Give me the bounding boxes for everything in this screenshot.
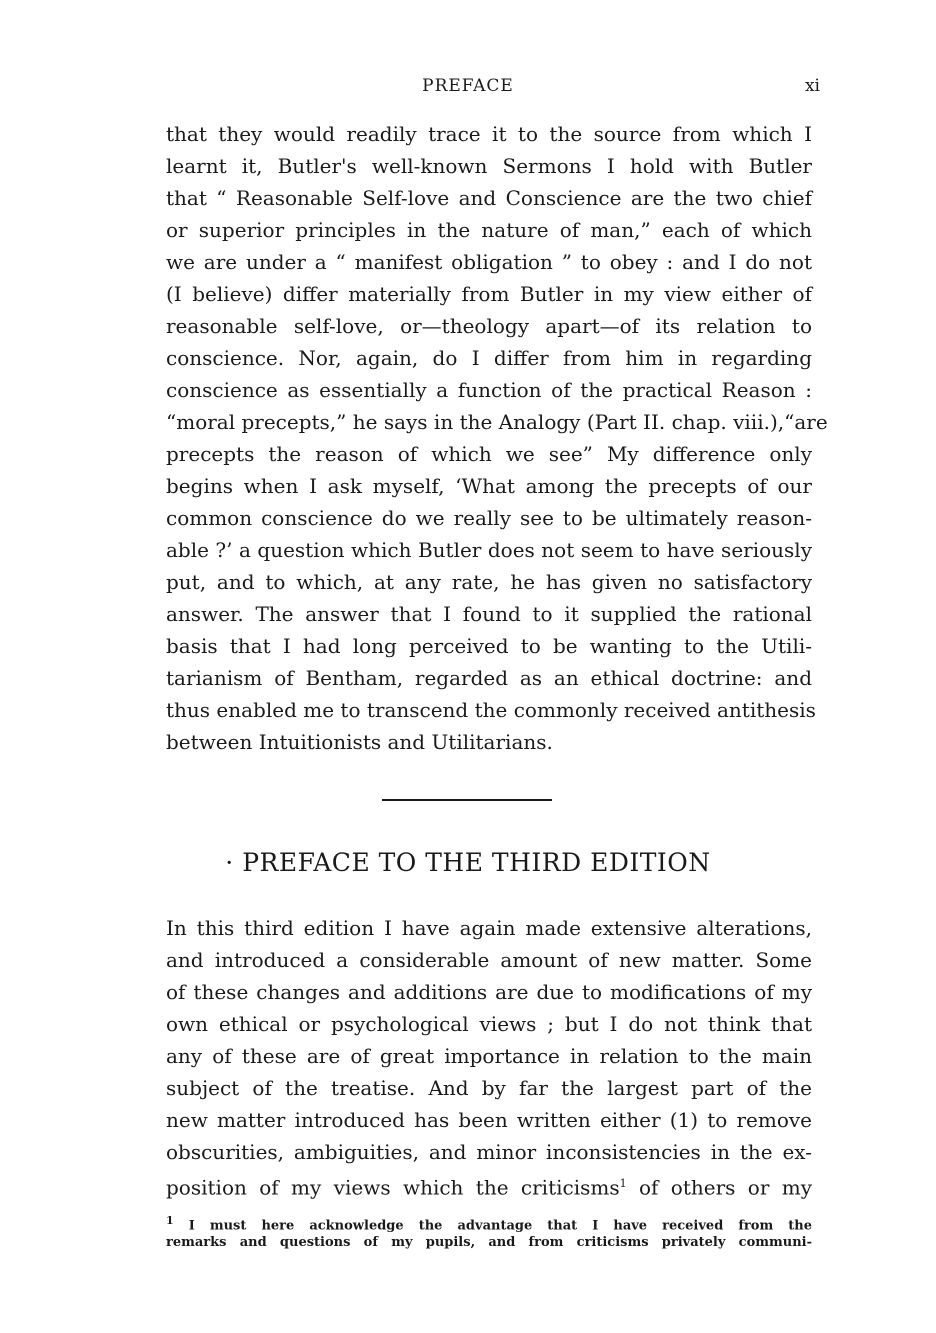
body-line: between Intuitionists and Utilitarians. (166, 730, 553, 754)
body-line: (I believe) differ materially from Butler in my view either of (166, 282, 812, 306)
body-line: precepts the reason of which we see” My difference only (166, 442, 812, 466)
body-line: that they would readily trace it to the source from which I (166, 122, 812, 146)
body-line: conscience. Nor, again, do I differ from him in regarding (166, 346, 812, 370)
body-line: or superior principles in the nature of man,” each of which (166, 218, 812, 242)
section-line: obscurities, ambiguities, and minor inconsistencies in the ex- (166, 1140, 812, 1164)
page-number: xi (804, 76, 820, 96)
footnote-line: remarks and questions of my pupils, and from criticisms privately communi- (166, 1235, 812, 1250)
footnote-text: I must here acknowledge the advantage that I have received from the (173, 1218, 812, 1234)
section-line-text: of others or my (626, 1175, 813, 1200)
body-line: answer. The answer that I found to it supplied the rational (166, 602, 812, 626)
body-line: we are under a “ manifest obligation ” to obey : and I do not (166, 250, 812, 274)
section-line: In this third edition I have again made extensive alterations, (166, 916, 812, 940)
section-line: any of these are of great importance in relation to the main (166, 1044, 812, 1068)
body-line: conscience as essentially a function of the practical Reason : (166, 378, 812, 402)
body-line: learnt it, Butler's well-known Sermons I hold with Butler (166, 154, 812, 178)
footnote-marker: 1 (166, 1214, 174, 1227)
section-divider (382, 799, 552, 801)
section-line: own ethical or psychological views ; but I do not think that (166, 1012, 812, 1036)
body-line: basis that I had long perceived to be wanting to the Utili- (166, 634, 812, 658)
section-heading: · PREFACE TO THE THIRD EDITION (225, 848, 711, 877)
body-line: tarianism of Bentham, regarded as an ethical doctrine: and (166, 666, 812, 690)
section-line-last (166, 1168, 812, 1200)
footnote-reference: 1 (619, 1177, 627, 1190)
body-line: put, and to which, at any rate, he has given no satisfactory (166, 570, 812, 594)
section-line: new matter introduced has been written either (1) to remove (166, 1108, 812, 1132)
body-line: “moral precepts,” he says in the Analogy (Part II. chap. viii.),“are (166, 410, 828, 434)
footnote-line (166, 1210, 812, 1232)
section-line: and introduced a considerable amount of new matter. Some (166, 948, 812, 972)
section-line-text: position of my views which the criticisms (166, 1175, 620, 1200)
section-line: of these changes and additions are due to modifications of my (166, 980, 812, 1004)
body-line: begins when I ask myself, ‘What among the precepts of our (166, 474, 812, 498)
body-line: that “ Reasonable Self-love and Conscience are the two chief (166, 186, 812, 210)
section-line: subject of the treatise. And by far the largest part of the (166, 1076, 812, 1100)
body-line: able ?’ a question which Butler does not seem to have seriously (166, 538, 812, 562)
page-header-title: PREFACE (422, 76, 514, 96)
body-line: common conscience do we really see to be ultimately reason- (166, 506, 812, 530)
body-line: thus enabled me to transcend the commonly received antithesis (166, 698, 816, 722)
body-line: reasonable self-love, or—theology apart—of its relation to (166, 314, 812, 338)
